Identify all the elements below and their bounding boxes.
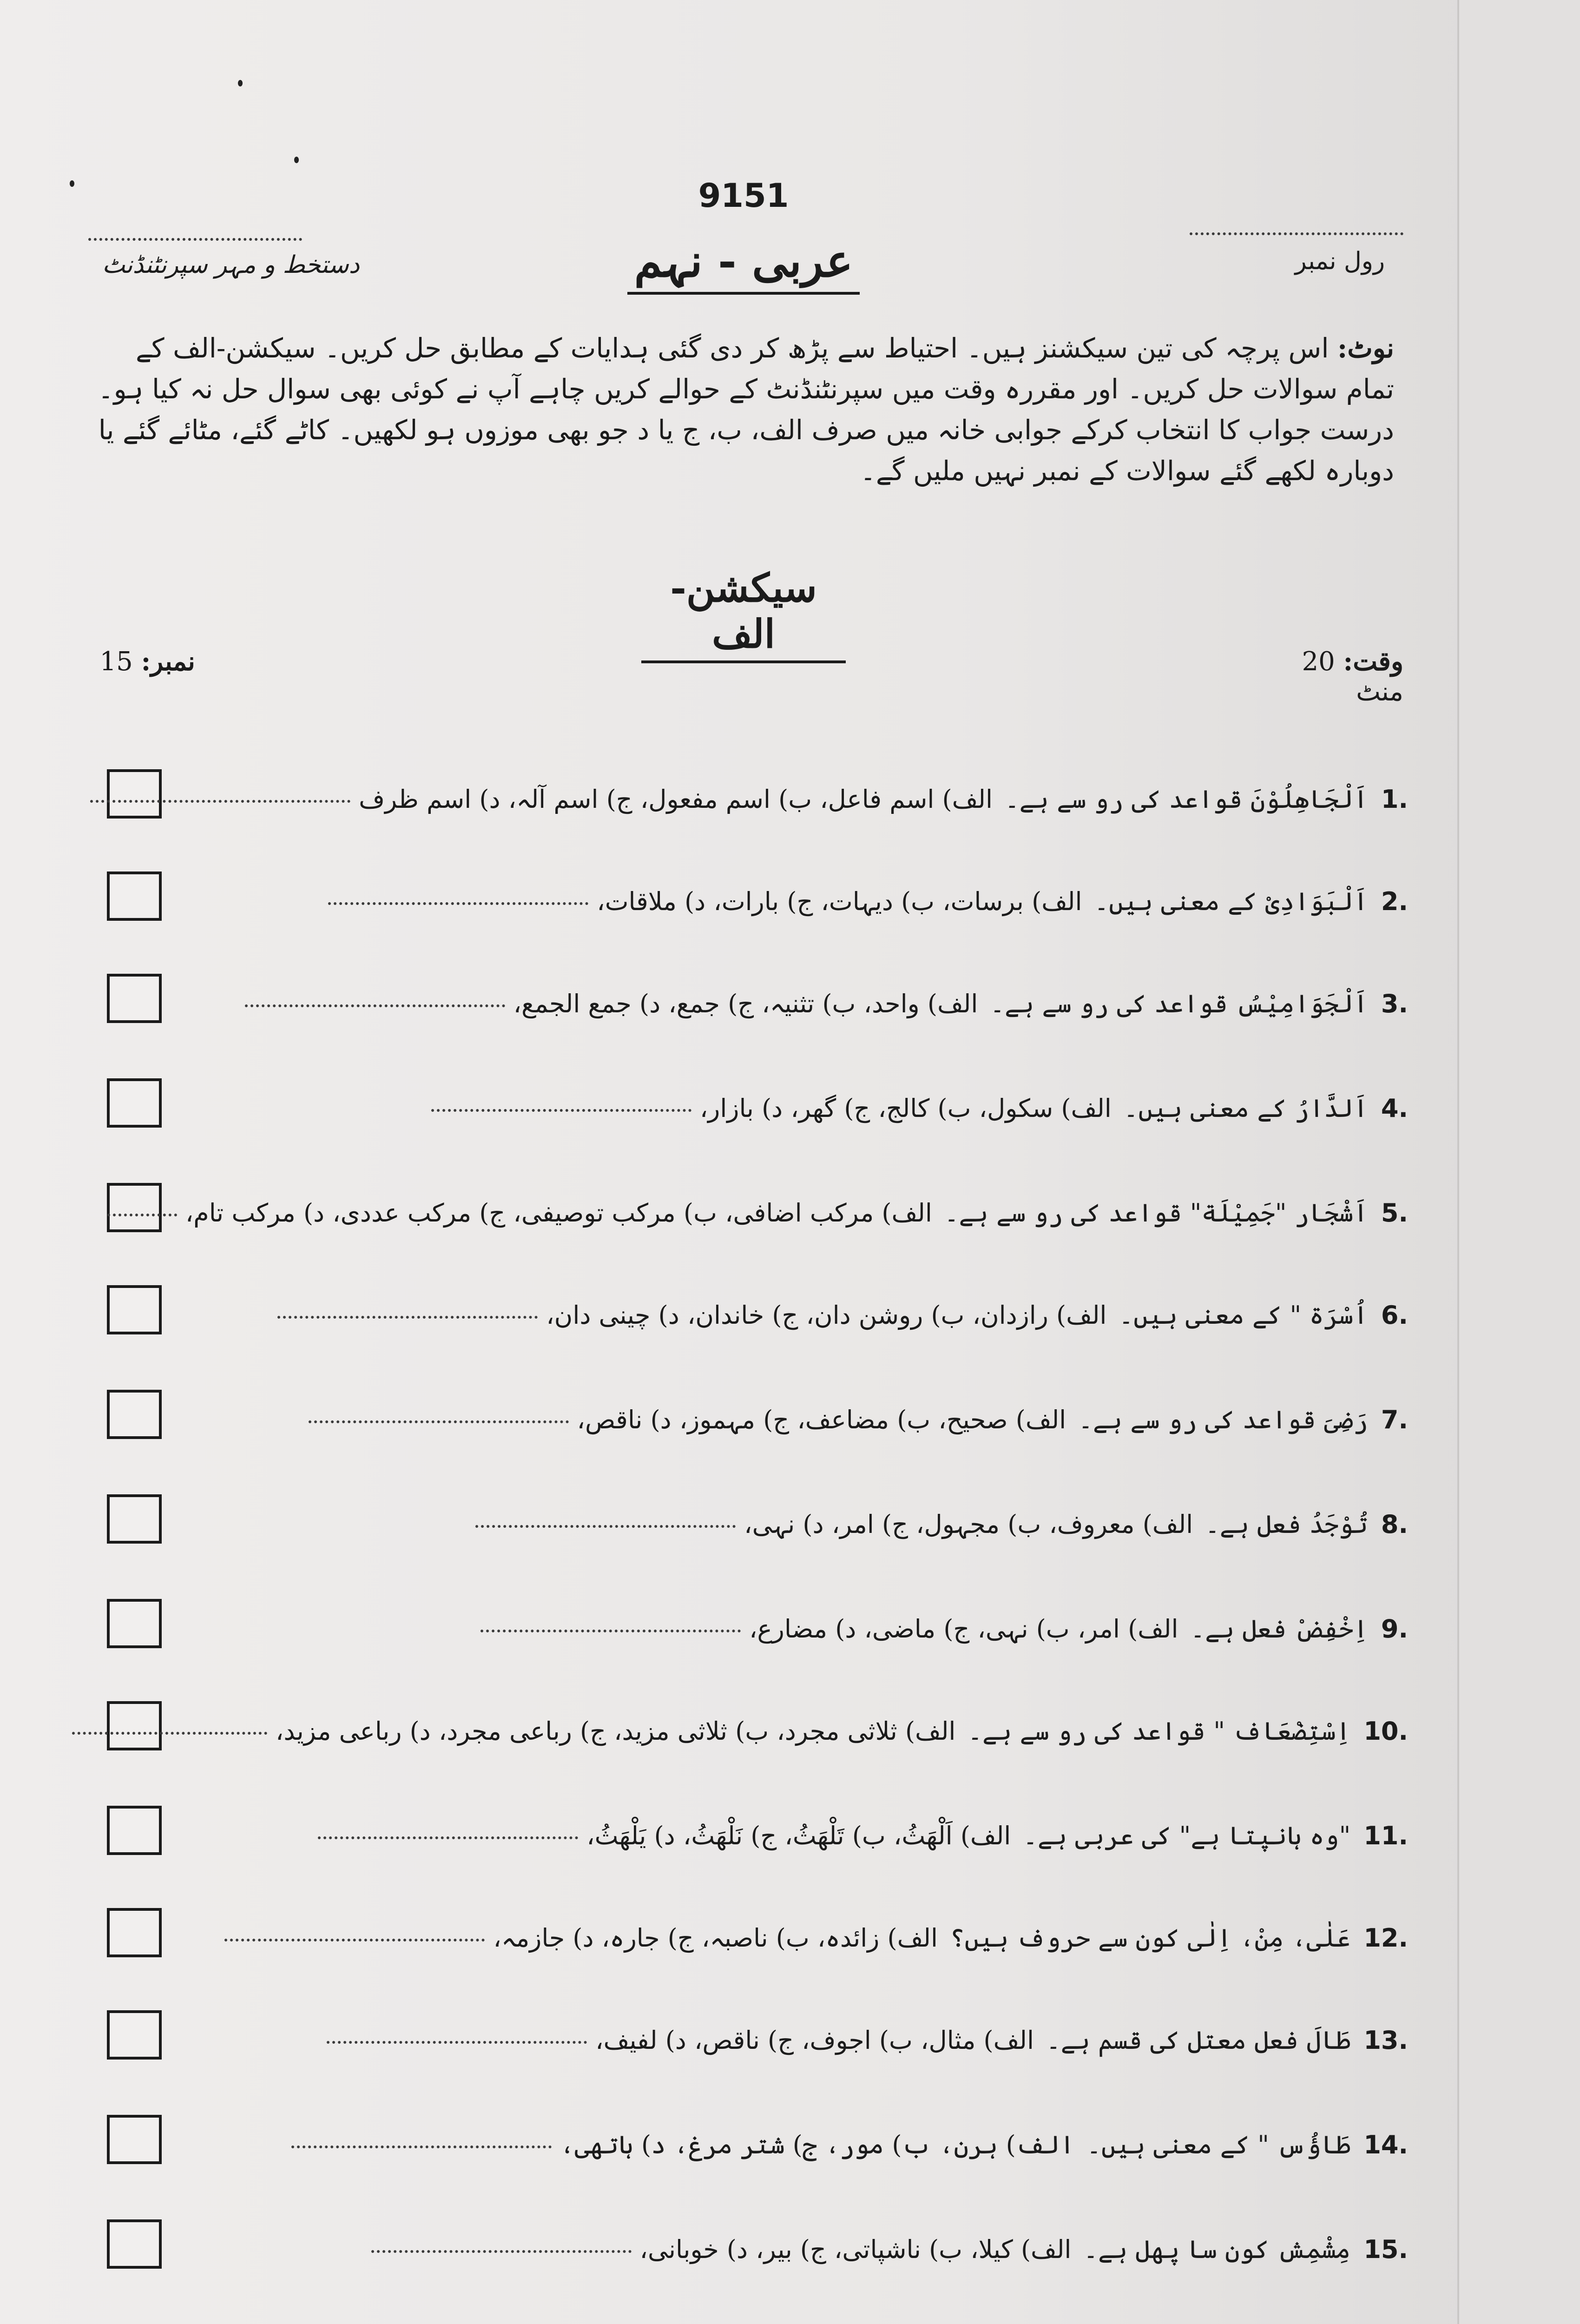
question-item [107, 2010, 1408, 2075]
answer-dotted-line [309, 1420, 569, 1423]
paper-code: 9151 [698, 177, 789, 215]
answer-box[interactable] [107, 1806, 162, 1855]
question-text: اِخْفِضْ فعل ہے۔ [1190, 1614, 1368, 1644]
question-body [309, 1404, 1408, 1436]
question-number: .14 [1363, 2130, 1408, 2159]
question-body [481, 1613, 1408, 1645]
question-item [107, 769, 1408, 834]
answer-box[interactable] [107, 1390, 162, 1439]
answer-box[interactable] [107, 1599, 162, 1648]
answer-dotted-line [277, 1316, 538, 1319]
question-item [107, 2115, 1408, 2180]
answer-dotted-line [90, 800, 350, 803]
question-text: تُوْجَدُ فعل ہے۔ [1205, 1510, 1368, 1539]
question-item [107, 1183, 1408, 1248]
question-text: اَلْجَوَامِیْسُ قواعد کی رو سے ہے۔ [990, 989, 1368, 1018]
question-options: الف) واحد، ب) تثنیہ، ج) جمع، د) جمع الجمع، [513, 989, 978, 1018]
total-marks [93, 646, 195, 677]
question-item [107, 1701, 1408, 1766]
question-number: .7 [1381, 1405, 1408, 1434]
question-item [107, 1285, 1408, 1350]
question-text: اَلْجَاهِلُوْنَ قواعد کی رو سے ہے۔ [1004, 785, 1368, 814]
question-options: الف) صحیح، ب) مضاعف، ج) مہموز، د) ناقص، [577, 1405, 1066, 1434]
question-text: طَالَ فعل معتل کی قسم ہے۔ [1046, 2026, 1351, 2055]
question-item [107, 974, 1408, 1039]
question-body [475, 1508, 1408, 1541]
question-number: .3 [1381, 989, 1408, 1018]
answer-dotted-line [371, 2250, 632, 2253]
question-options: الف) ثلاثی مجرد، ب) ثلاثی مزید، ج) رباعی مجرد، د) رباعی مزید، [275, 1717, 956, 1746]
paper-edge-strip [1457, 0, 1580, 2324]
answer-box[interactable] [107, 2219, 162, 2269]
answer-box[interactable] [107, 1494, 162, 1544]
section-title: سیکشن-الف [641, 565, 846, 663]
instructions-note [98, 328, 1394, 491]
scan-speck [294, 157, 299, 163]
question-options: الف) امر، ب) نہی، ج) ماضی، د) مضارع، [749, 1614, 1178, 1644]
time-label: وقت: [1343, 646, 1403, 677]
answer-dotted-line [327, 2041, 587, 2044]
answer-dotted-line [224, 1939, 485, 1941]
question-number: .15 [1363, 2235, 1408, 2264]
answer-dotted-line [328, 902, 588, 905]
question-number: .10 [1363, 1717, 1408, 1746]
question-body [224, 1922, 1408, 1954]
question-text: طَاؤُس " کے معنی ہیں۔ [1086, 2130, 1351, 2159]
superintendent-signature-line[interactable] [88, 238, 302, 241]
answer-dotted-line [431, 1109, 691, 1112]
time-allowed [1255, 646, 1403, 707]
question-text: اَلدَّارُ کے معنی ہیں۔ [1123, 1094, 1368, 1123]
question-body [328, 885, 1408, 918]
question-item [107, 872, 1408, 937]
question-options: الف) زائدہ، ب) ناصبہ، ج) جارہ، د) جازمہ، [493, 1923, 938, 1953]
question-body [371, 2233, 1408, 2266]
question-options: الف) اسم فاعل، ب) اسم مفعول، ج) اسم آلہ، د) اسم ظرف [359, 785, 993, 814]
question-body [107, 1197, 1408, 1229]
question-number: .4 [1381, 1094, 1408, 1123]
question-item [107, 1494, 1408, 1559]
question-options: الف) اَلْهَثُ، ب) تَلْهَثُ، ج) نَلْهَثُ، د) يَلْهَثُ، [586, 1821, 1011, 1850]
note-label: نوٹ: [1337, 332, 1394, 364]
answer-box[interactable] [107, 872, 162, 921]
question-number: .1 [1381, 785, 1408, 814]
question-text: اَشْجَار "جَمِیْلَة" قواعد کی رو سے ہے۔ [944, 1198, 1368, 1228]
answer-box[interactable] [107, 1908, 162, 1957]
question-number: .13 [1363, 2026, 1408, 2055]
answer-dotted-line [107, 1214, 177, 1216]
question-body [90, 783, 1408, 816]
question-number: .11 [1363, 1821, 1408, 1850]
question-number: .9 [1381, 1614, 1408, 1644]
question-number: .2 [1381, 887, 1408, 916]
answer-box[interactable] [107, 2010, 162, 2060]
answer-dotted-line [318, 1836, 578, 1839]
question-text: اِسْتِضْعَاف " قواعد کی رو سے ہے۔ [968, 1717, 1351, 1746]
marks-value: 15 [99, 647, 133, 677]
question-options: الف) سکول، ب) کالج، ج) گھر، د) بازار، [699, 1094, 1112, 1123]
answer-dotted-line [475, 1525, 736, 1528]
question-body [245, 988, 1408, 1020]
question-options: الف) مرکب اضافی، ب) مرکب توصیفی، ج) مرکب عددی، د) مرکب تام، [185, 1198, 932, 1228]
answer-box[interactable] [107, 2115, 162, 2164]
question-body [291, 2129, 1408, 2161]
question-options: الف) مثال، ب) اجوف، ج) ناقص، د) لفیف، [595, 2026, 1034, 2055]
roll-number-line[interactable] [1190, 232, 1403, 235]
question-options: الف) برسات، ب) دیہات، ج) بارات، د) ملاقات، [597, 887, 1082, 916]
answer-dotted-line [481, 1630, 741, 1632]
question-item [107, 1078, 1408, 1143]
answer-box[interactable] [107, 974, 162, 1023]
question-body [327, 2024, 1408, 2057]
answer-box[interactable] [107, 1078, 162, 1128]
question-text: اُسْرَة " کے معنی ہیں۔ [1119, 1301, 1368, 1330]
subject-title: عربی - نہم [627, 235, 860, 295]
question-options: الف) کیلا، ب) ناشپاتی، ج) بیر، د) خوبانی، [639, 2235, 1072, 2264]
answer-dotted-line [245, 1004, 505, 1007]
time-value: 20 منٹ [1302, 647, 1403, 707]
question-body [318, 1820, 1408, 1852]
question-item [107, 2219, 1408, 2284]
roll-number-label: رول نمبر [1295, 247, 1385, 275]
question-item [107, 1599, 1408, 1664]
question-body [431, 1092, 1408, 1125]
answer-box[interactable] [107, 1285, 162, 1334]
question-body [277, 1299, 1408, 1332]
question-number: .6 [1381, 1301, 1408, 1330]
question-text: اَلْبَوَادِیْ کے معنی ہیں۔ [1094, 887, 1368, 916]
question-item [107, 1390, 1408, 1455]
question-text: رَضِیَ قواعد کی رو سے ہے۔ [1078, 1405, 1368, 1434]
question-item [107, 1806, 1408, 1871]
superintendent-label: دستخط و مہر سپرنٹنڈنٹ [102, 251, 360, 279]
question-options: الف) ہرن، ب) مور، ج) شتر مرغ، د) ہاتھی، [560, 2130, 1075, 2159]
question-item [107, 1908, 1408, 1973]
answer-dotted-line [72, 1732, 267, 1735]
answer-dotted-line [291, 2146, 552, 2148]
marks-label: نمبر: [141, 646, 195, 677]
question-text: مِشْمِش کون سا پھل ہے۔ [1083, 2235, 1351, 2264]
question-text: "وہ ہانپتا ہے" کی عربی ہے۔ [1023, 1821, 1351, 1850]
question-body [72, 1715, 1408, 1748]
note-text: اس پرچہ کی تین سیکشنز ہیں۔ احتیاط سے پڑھ کر دی گئی ہدایات کے مطابق حل کریں۔ سیکشن-الف کے تمام سوالات حل کریں۔ اور مقررہ وقت میں سپرنٹنڈنٹ کے حوالے کریں چاہے آپ نے کوئی بھی سوال حل نہ کیا ہو۔ درست جواب کا انتخاب کرکے جوابی خانہ میں صرف الف، ب، ج یا د جو بھی موزوں ہو لکھیں۔ کاٹے گئے، مٹائے گئے یا دوبارہ لکھے گئے سوالات کے نمبر نہیں ملیں گے۔ [98, 332, 1394, 487]
scan-speck [238, 80, 243, 86]
question-number: .5 [1381, 1198, 1408, 1228]
question-number: .8 [1381, 1510, 1408, 1539]
question-options: الف) معروف، ب) مجہول، ج) امر، د) نہی، [744, 1510, 1193, 1539]
question-options: الف) رازدان، ب) روشن دان، ج) خاندان، د) چینی دان، [546, 1301, 1107, 1330]
question-number: .12 [1363, 1923, 1408, 1953]
question-text: عَلٰی، مِنْ، اِلٰی کون سے حروف ہیں؟ [949, 1923, 1351, 1953]
